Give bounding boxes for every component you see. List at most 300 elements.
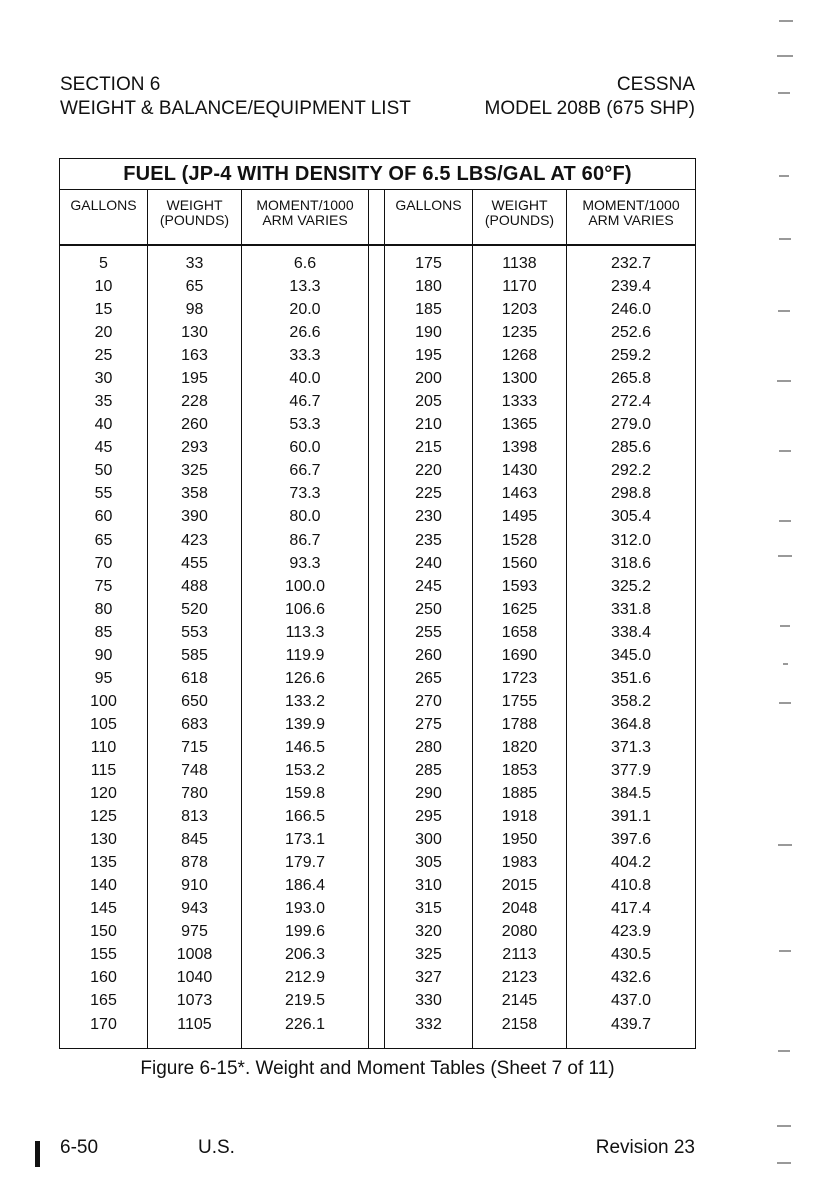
moment-cell: 417.4 [567,897,696,920]
column-divider [369,759,385,782]
moment-cell: 179.7 [242,851,369,874]
gallons-cell: 105 [60,713,148,736]
weight-cell: 293 [148,436,242,459]
weight-cell: 2080 [473,920,567,943]
column-divider [369,436,385,459]
weight-cell: 1495 [473,505,567,528]
column-divider [369,782,385,805]
gallons-cell: 290 [385,782,473,805]
col-header-moment-right [567,190,696,246]
margin-mark [779,702,791,704]
gallons-cell: 40 [60,413,148,436]
moment-cell: 113.3 [242,621,369,644]
column-divider [369,367,385,390]
moment-cell: 232.7 [567,245,696,275]
gallons-cell: 205 [385,390,473,413]
margin-mark [778,92,790,94]
column-divider [369,713,385,736]
moment-label: MOMENT/1000 [256,197,354,213]
weight-cell: 1528 [473,529,567,552]
column-divider [369,575,385,598]
column-divider [369,482,385,505]
gallons-cell: 30 [60,367,148,390]
table-row [60,943,696,966]
gallons-cell: 155 [60,943,148,966]
weight-cell: 325 [148,459,242,482]
gallons-cell: 55 [60,482,148,505]
moment-cell: 46.7 [242,390,369,413]
weight-cell: 1950 [473,828,567,851]
gallons-cell: 25 [60,344,148,367]
column-divider [369,736,385,759]
gallons-cell: 280 [385,736,473,759]
weight-cell: 878 [148,851,242,874]
moment-cell: 212.9 [242,966,369,989]
weight-cell: 1203 [473,298,567,321]
moment-cell: 193.0 [242,897,369,920]
moment-cell: 312.0 [567,529,696,552]
weight-cell: 1008 [148,943,242,966]
country-label: U.S. [198,1137,235,1158]
weight-cell: 488 [148,575,242,598]
table-row [60,851,696,874]
table-row [60,897,696,920]
weight-cell: 1333 [473,390,567,413]
gallons-cell: 5 [60,245,148,275]
weight-cell: 910 [148,874,242,897]
weight-cell: 98 [148,298,242,321]
moment-cell: 60.0 [242,436,369,459]
column-divider [369,966,385,989]
gallons-cell: 295 [385,805,473,828]
table-row [60,690,696,713]
moment-cell: 423.9 [567,920,696,943]
moment-cell: 371.3 [567,736,696,759]
gallons-cell: 180 [385,275,473,298]
weight-cell: 520 [148,598,242,621]
weight-cell: 715 [148,736,242,759]
weight-cell: 1593 [473,575,567,598]
weight-cell: 260 [148,413,242,436]
gallons-cell: 60 [60,505,148,528]
table-row [60,874,696,897]
gallons-cell: 70 [60,552,148,575]
gallons-cell: 100 [60,690,148,713]
moment-cell: 66.7 [242,459,369,482]
weight-cell: 650 [148,690,242,713]
weight-cell: 553 [148,621,242,644]
gallons-cell: 225 [385,482,473,505]
figure-caption: Figure 6-15*. Weight and Moment Tables (Sheet 7 of 11) [140,1058,615,1079]
gallons-cell: 90 [60,644,148,667]
moment-cell: 437.0 [567,989,696,1012]
moment-cell: 199.6 [242,920,369,943]
moment-cell: 26.6 [242,321,369,344]
margin-mark [778,310,790,312]
table-row [60,759,696,782]
gallons-cell: 35 [60,390,148,413]
moment-cell: 86.7 [242,529,369,552]
weight-cell: 1885 [473,782,567,805]
table-row [60,1013,696,1049]
margin-mark [778,844,792,846]
table-row [60,621,696,644]
weight-cell: 1788 [473,713,567,736]
gallons-cell: 10 [60,275,148,298]
gallons-cell: 190 [385,321,473,344]
gallons-cell: 255 [385,621,473,644]
column-divider [369,505,385,528]
table-row [60,321,696,344]
gallons-cell: 220 [385,459,473,482]
gallons-cell: 130 [60,828,148,851]
weight-cell: 455 [148,552,242,575]
table-row [60,805,696,828]
gallons-cell: 265 [385,667,473,690]
moment-cell: 298.8 [567,482,696,505]
margin-mark [779,520,791,522]
table-row [60,782,696,805]
weight-cell: 1138 [473,245,567,275]
gallons-cell: 285 [385,759,473,782]
moment-cell: 80.0 [242,505,369,528]
weight-cell: 1040 [148,966,242,989]
gallons-cell: 270 [385,690,473,713]
gallons-cell: 80 [60,598,148,621]
moment-cell: 159.8 [242,782,369,805]
gallons-cell: 230 [385,505,473,528]
moment-cell: 384.5 [567,782,696,805]
weight-cell: 585 [148,644,242,667]
weight-cell: 33 [148,245,242,275]
margin-mark [777,380,791,382]
moment-cell: 139.9 [242,713,369,736]
moment-cell: 430.5 [567,943,696,966]
column-divider [369,390,385,413]
weight-label: WEIGHT [166,197,223,213]
weight-cell: 1365 [473,413,567,436]
weight-cell: 618 [148,667,242,690]
pounds-label: (POUNDS) [159,212,230,228]
column-divider [369,529,385,552]
weight-cell: 780 [148,782,242,805]
column-divider [369,805,385,828]
gallons-cell: 115 [60,759,148,782]
moment-cell: 226.1 [242,1013,369,1049]
table-row [60,989,696,1012]
arm-label: ARM VARIES [262,212,348,228]
table-row [60,713,696,736]
moment-cell: 272.4 [567,390,696,413]
table-row [60,344,696,367]
weight-cell: 1073 [148,989,242,1012]
weight-cell: 1918 [473,805,567,828]
moment-cell: 252.6 [567,321,696,344]
column-divider [369,989,385,1012]
table-row [60,413,696,436]
moment-cell: 325.2 [567,575,696,598]
gallons-cell: 45 [60,436,148,459]
column-divider [369,897,385,920]
column-divider [369,828,385,851]
gallons-cell: 110 [60,736,148,759]
header-left [60,73,411,121]
column-divider [369,667,385,690]
gallons-cell: 200 [385,367,473,390]
weight-cell: 130 [148,321,242,344]
weight-cell: 390 [148,505,242,528]
moment-cell: 285.6 [567,436,696,459]
weight-cell: 1755 [473,690,567,713]
weight-cell: 195 [148,367,242,390]
moment-cell: 246.0 [567,298,696,321]
gallons-cell: 300 [385,828,473,851]
moment-cell: 292.2 [567,459,696,482]
gallons-cell: 140 [60,874,148,897]
weight-cell: 2015 [473,874,567,897]
gallons-cell: 125 [60,805,148,828]
weight-cell: 65 [148,275,242,298]
col-header-weight-left [148,190,242,246]
page-number: 6-50 [60,1137,99,1158]
moment-cell: 146.5 [242,736,369,759]
moment-cell: 133.2 [242,690,369,713]
weight-cell: 2158 [473,1013,567,1049]
moment-cell: 259.2 [567,344,696,367]
column-divider [369,943,385,966]
moment-cell: 153.2 [242,759,369,782]
moment-cell: 126.6 [242,667,369,690]
table-row [60,736,696,759]
gallons-cell: 260 [385,644,473,667]
weight-cell: 1625 [473,598,567,621]
gallons-cell: 175 [385,245,473,275]
moment-cell: 410.8 [567,874,696,897]
gallons-cell: 75 [60,575,148,598]
column-divider [369,245,385,275]
gallons-cell: 250 [385,598,473,621]
moment-cell: 432.6 [567,966,696,989]
column-divider [369,190,385,246]
table-row [60,275,696,298]
margin-mark [779,238,791,240]
weight-cell: 1723 [473,667,567,690]
gallons-cell: 305 [385,851,473,874]
gallons-cell: 327 [385,966,473,989]
weight-cell: 1430 [473,459,567,482]
weight-cell: 1820 [473,736,567,759]
moment-cell: 397.6 [567,828,696,851]
table-row [60,298,696,321]
table-row [60,482,696,505]
column-divider [369,298,385,321]
margin-mark [779,450,791,452]
column-divider [369,851,385,874]
table-row [60,505,696,528]
moment-cell: 119.9 [242,644,369,667]
column-divider [369,621,385,644]
weight-cell: 1690 [473,644,567,667]
moment-cell: 53.3 [242,413,369,436]
weight-cell: 2048 [473,897,567,920]
gallons-cell: 145 [60,897,148,920]
margin-mark [779,20,793,22]
weight-cell: 1853 [473,759,567,782]
column-divider [369,1013,385,1049]
moment-cell: 186.4 [242,874,369,897]
margin-mark [779,175,789,177]
column-divider [369,644,385,667]
margin-mark [780,625,790,627]
weight-cell: 1268 [473,344,567,367]
moment-cell: 364.8 [567,713,696,736]
weight-cell: 845 [148,828,242,851]
header-right [485,73,696,121]
weight-cell: 748 [148,759,242,782]
table-row [60,920,696,943]
gallons-cell: 165 [60,989,148,1012]
gallons-cell: 65 [60,529,148,552]
moment-cell: 40.0 [242,367,369,390]
column-divider [369,874,385,897]
moment-cell: 93.3 [242,552,369,575]
moment-cell: 100.0 [242,575,369,598]
moment-cell: 239.4 [567,275,696,298]
gallons-cell: 235 [385,529,473,552]
gallons-cell: 195 [385,344,473,367]
gallons-cell: 170 [60,1013,148,1049]
revision-bar [35,1141,40,1167]
margin-marks [773,0,803,1187]
moment-cell: 279.0 [567,413,696,436]
moment-cell: 318.6 [567,552,696,575]
weight-cell: 1235 [473,321,567,344]
column-divider [369,920,385,943]
gallons-cell: 275 [385,713,473,736]
revision-label: Revision 23 [595,1137,695,1158]
weight-cell: 683 [148,713,242,736]
gallons-cell: 210 [385,413,473,436]
weight-cell: 1658 [473,621,567,644]
column-divider [369,344,385,367]
moment-cell: 391.1 [567,805,696,828]
gallons-cell: 325 [385,943,473,966]
gallons-cell: 160 [60,966,148,989]
fuel-weight-table [59,158,696,1049]
margin-mark [777,1125,791,1127]
weight-cell: 1300 [473,367,567,390]
table-title: FUEL (JP-4 WITH DENSITY OF 6.5 LBS/GAL AT 60°F) [60,159,696,190]
table-row [60,552,696,575]
moment-cell: 439.7 [567,1013,696,1049]
manufacturer: CESSNA [616,74,695,95]
gallons-cell: 240 [385,552,473,575]
table-row [60,245,696,275]
gallons-cell: 185 [385,298,473,321]
gallons-cell: 215 [385,436,473,459]
moment-cell: 345.0 [567,644,696,667]
table-row [60,436,696,459]
gallons-cell: 315 [385,897,473,920]
weight-cell: 943 [148,897,242,920]
weight-cell: 2123 [473,966,567,989]
gallons-cell: 310 [385,874,473,897]
table-row [60,529,696,552]
gallons-cell: 330 [385,989,473,1012]
col-header-gallons-right [385,190,473,246]
table-row [60,390,696,413]
moment-cell: 377.9 [567,759,696,782]
weight-cell: 2145 [473,989,567,1012]
column-divider [369,459,385,482]
gallons-cell: 135 [60,851,148,874]
col-header-moment-left [242,190,369,246]
weight-cell: 1983 [473,851,567,874]
table-row [60,966,696,989]
table-row [60,667,696,690]
weight-cell: 2113 [473,943,567,966]
gallons-cell: 320 [385,920,473,943]
column-divider [369,413,385,436]
moment-cell: 13.3 [242,275,369,298]
moment-cell: 404.2 [567,851,696,874]
gallons-cell: 120 [60,782,148,805]
weight-cell: 228 [148,390,242,413]
weight-cell: 423 [148,529,242,552]
table-row [60,575,696,598]
gallons-cell: 95 [60,667,148,690]
weight-cell: 975 [148,920,242,943]
moment-label: MOMENT/1000 [582,197,680,213]
weight-cell: 1463 [473,482,567,505]
weight-cell: 1105 [148,1013,242,1049]
moment-cell: 351.6 [567,667,696,690]
moment-cell: 73.3 [242,482,369,505]
moment-cell: 305.4 [567,505,696,528]
weight-cell: 813 [148,805,242,828]
weight-label: WEIGHT [491,197,548,213]
table-row [60,367,696,390]
margin-mark [777,1162,791,1164]
moment-cell: 219.5 [242,989,369,1012]
table-row [60,598,696,621]
table-row [60,459,696,482]
gallons-cell: 332 [385,1013,473,1049]
gallons-label: GALLONS [70,197,137,213]
margin-mark [779,950,791,952]
moment-cell: 206.3 [242,943,369,966]
margin-mark [778,555,792,557]
moment-cell: 6.6 [242,245,369,275]
weight-cell: 163 [148,344,242,367]
gallons-cell: 15 [60,298,148,321]
col-header-gallons-left [60,190,148,246]
moment-cell: 173.1 [242,828,369,851]
moment-cell: 358.2 [567,690,696,713]
gallons-cell: 245 [385,575,473,598]
moment-cell: 106.6 [242,598,369,621]
weight-cell: 1170 [473,275,567,298]
margin-mark [778,1050,790,1052]
column-divider [369,598,385,621]
section-title: WEIGHT & BALANCE/EQUIPMENT LIST [60,98,411,119]
moment-cell: 338.4 [567,621,696,644]
moment-cell: 265.8 [567,367,696,390]
column-divider [369,690,385,713]
weight-cell: 1398 [473,436,567,459]
table-row [60,828,696,851]
table-row [60,644,696,667]
